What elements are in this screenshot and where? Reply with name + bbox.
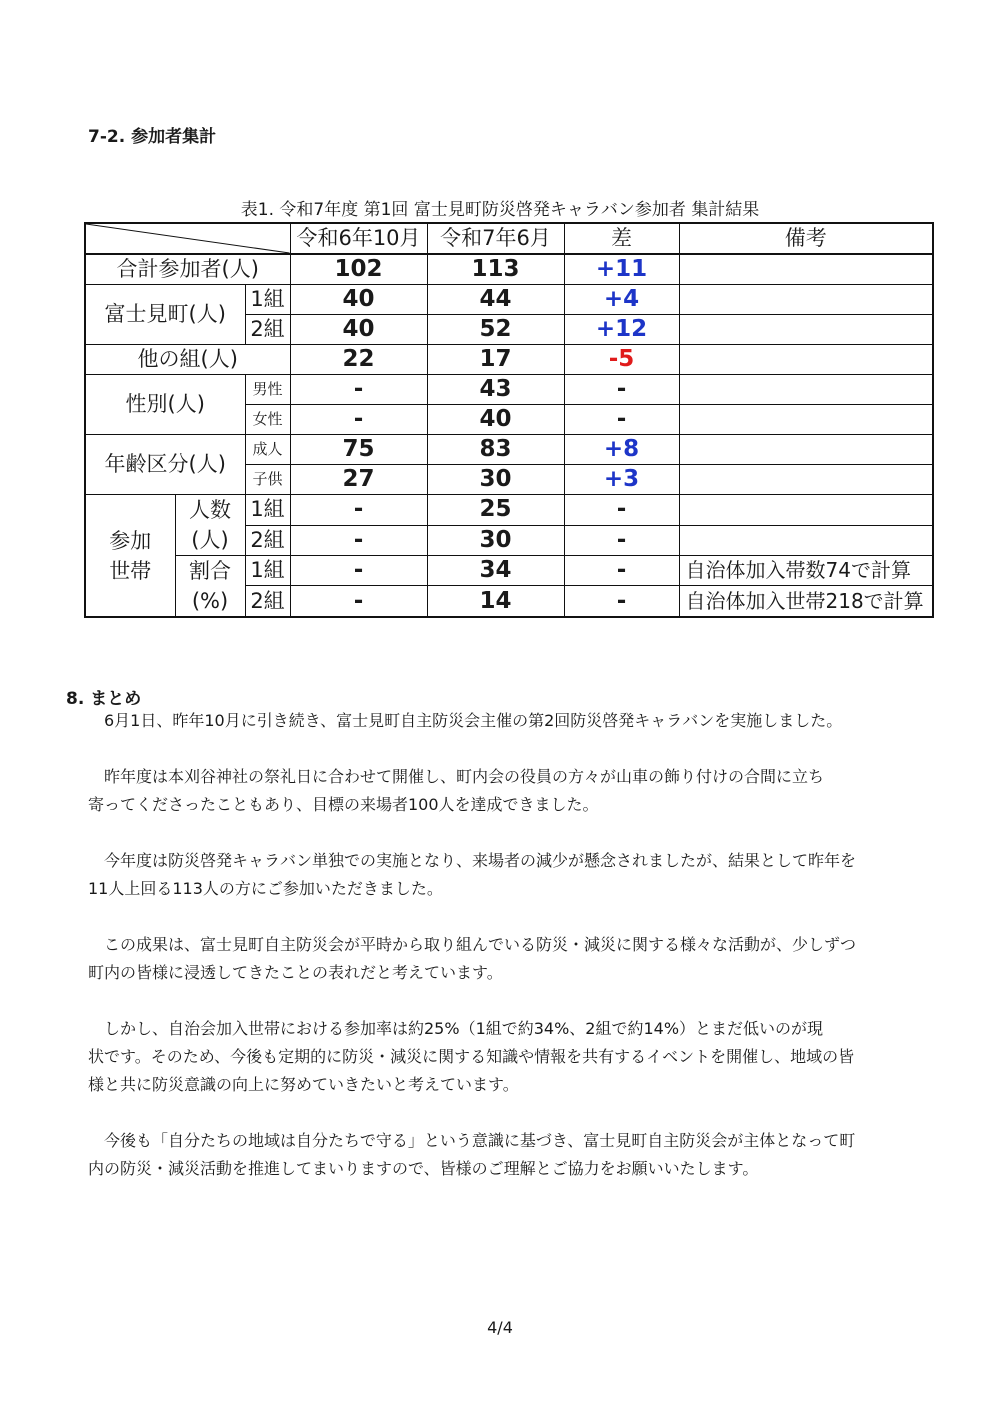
cell-diff: - xyxy=(564,405,679,435)
cell-note xyxy=(679,525,933,556)
table-row-age-adult xyxy=(85,435,933,465)
cell-note xyxy=(679,465,933,495)
row-sublabel: 女性 xyxy=(245,405,290,435)
row-sublabel: 2組 xyxy=(245,315,290,345)
cell-r7: 43 xyxy=(427,375,564,405)
cell-note xyxy=(679,495,933,526)
summary-body xyxy=(88,707,928,1211)
row-sublabel: 2組 xyxy=(245,525,290,556)
row-label: 性別(人) xyxy=(85,375,245,435)
section-7-2-heading: 7-2. 参加者集計 xyxy=(88,127,217,147)
p5-line3: 様と共に防災意識の向上に努めていきたいと考えています。 xyxy=(88,1075,519,1094)
cell-r6: 27 xyxy=(290,465,427,495)
summary-paragraph-5 xyxy=(88,1015,928,1099)
cell-r7: 44 xyxy=(427,285,564,315)
cell-r6: 40 xyxy=(290,315,427,345)
cell-r7: 30 xyxy=(427,525,564,556)
cell-note xyxy=(679,375,933,405)
cell-note xyxy=(679,345,933,375)
ratio-label-line2: (%) xyxy=(191,589,229,613)
cell-r6: 75 xyxy=(290,435,427,465)
table-header-row xyxy=(85,223,933,254)
cell-diff: - xyxy=(564,556,679,586)
cell-r6: - xyxy=(290,556,427,586)
p4-line2: 町内の皆様に浸透してきたことの表れだと考えています。 xyxy=(88,963,503,982)
diagonal-line xyxy=(86,224,290,253)
ratio-label-line1: 割合 xyxy=(189,559,231,583)
cell-r7: 30 xyxy=(427,465,564,495)
corner-cell xyxy=(85,223,290,254)
participants-table xyxy=(84,222,934,618)
cell-diff: +11 xyxy=(564,254,679,285)
cell-diff: - xyxy=(564,495,679,526)
p5-line2: 状です。そのため、今後も定期的に防災・減災に関する知識や情報を共有するイベントを開催し、地域の皆 xyxy=(88,1047,855,1066)
p3-line1: 今年度は防災啓発キャラバン単独での実施となり、来場者の減少が懸念されましたが、結果として昨年を xyxy=(104,851,857,870)
summary-paragraph-6 xyxy=(88,1127,928,1183)
cell-r6: 102 xyxy=(290,254,427,285)
cell-diff: - xyxy=(564,375,679,405)
cell-note xyxy=(679,405,933,435)
cell-r7: 52 xyxy=(427,315,564,345)
cell-note: 自治体加入世帯218で計算 xyxy=(679,586,933,617)
table-row-fujimi-1 xyxy=(85,285,933,315)
household-label xyxy=(85,495,175,618)
table-row-gender-male xyxy=(85,375,933,405)
row-label: 富士見町(人) xyxy=(85,285,245,345)
p6-line2: 内の防災・減災活動を推進してまいりますので、皆様のご理解とご協力をお願いいたします。 xyxy=(88,1159,759,1178)
cell-diff: - xyxy=(564,586,679,617)
cell-note: 自治体加入帯数74で計算 xyxy=(679,556,933,586)
p4-line1: この成果は、富士見町自主防災会が平時から取り組んでいる防災・減災に関する様々な活動が、少しずつ xyxy=(104,935,857,954)
header-r6: 令和6年10月 xyxy=(290,223,427,254)
cell-note xyxy=(679,285,933,315)
p2-line2: 寄ってくださったこともあり、目標の来場者100人を達成できました。 xyxy=(88,795,599,814)
cell-r7: 25 xyxy=(427,495,564,526)
count-label-line2: (人) xyxy=(191,528,229,552)
row-label: 合計参加者(人) xyxy=(85,254,290,285)
row-sublabel: 男性 xyxy=(245,375,290,405)
cell-diff: +8 xyxy=(564,435,679,465)
cell-r7: 113 xyxy=(427,254,564,285)
cell-r7: 17 xyxy=(427,345,564,375)
row-sublabel: 1組 xyxy=(245,285,290,315)
cell-diff: -5 xyxy=(564,345,679,375)
cell-diff: +12 xyxy=(564,315,679,345)
table-row-other xyxy=(85,345,933,375)
household-label-line1: 参加 xyxy=(109,528,152,553)
cell-note xyxy=(679,435,933,465)
p2-line1: 昨年度は本刈谷神社の祭礼日に合わせて開催し、町内会の役員の方々が山車の飾り付けの合間に立ち xyxy=(104,767,825,786)
header-diff: 差 xyxy=(564,223,679,254)
cell-note xyxy=(679,254,933,285)
cell-r7: 40 xyxy=(427,405,564,435)
count-label-line1: 人数 xyxy=(189,498,231,522)
cell-diff: - xyxy=(564,525,679,556)
summary-paragraph-1 xyxy=(88,707,928,735)
cell-r6: - xyxy=(290,525,427,556)
row-label: 年齢区分(人) xyxy=(85,435,245,495)
cell-r6: - xyxy=(290,495,427,526)
cell-note xyxy=(679,315,933,345)
cell-r6: 40 xyxy=(290,285,427,315)
header-note: 備考 xyxy=(679,223,933,254)
summary-paragraph-2 xyxy=(88,763,928,819)
row-sublabel: 子供 xyxy=(245,465,290,495)
p3-line2: 11人上回る113人の方にご参加いただきました。 xyxy=(88,879,443,898)
cell-r6: 22 xyxy=(290,345,427,375)
section-8-heading: 8. まとめ xyxy=(66,689,142,709)
p5-line1: しかし、自治会加入世帯における参加率は約25%（1組で約34%、2組で約14%）とまだ低いのが現 xyxy=(104,1019,824,1038)
household-label-line2: 世帯 xyxy=(109,558,152,583)
p6-line1: 今後も「自分たちの地域は自分たちで守る」という意識に基づき、富士見町自主防災会が主体となって町 xyxy=(104,1131,856,1150)
table-row-household-ratio-1 xyxy=(85,556,933,586)
summary-paragraph-4 xyxy=(88,931,928,987)
table-row-household-count-1 xyxy=(85,495,933,526)
cell-r7: 34 xyxy=(427,556,564,586)
cell-r6: - xyxy=(290,375,427,405)
row-sublabel: 成人 xyxy=(245,435,290,465)
p1-text: 6月1日、昨年10月に引き続き、富士見町自主防災会主催の第2回防災啓発キャラバンを実施しました。 xyxy=(104,711,843,730)
cell-r7: 83 xyxy=(427,435,564,465)
cell-diff: +3 xyxy=(564,465,679,495)
ratio-label xyxy=(175,556,245,618)
row-sublabel: 1組 xyxy=(245,556,290,586)
count-label xyxy=(175,495,245,556)
cell-r6: - xyxy=(290,405,427,435)
table-caption: 表1. 令和7年度 第1回 富士見町防災啓発キャラバン参加者 集計結果 xyxy=(240,200,760,220)
cell-r7: 14 xyxy=(427,586,564,617)
row-sublabel: 1組 xyxy=(245,495,290,526)
row-label: 他の組(人) xyxy=(85,345,290,375)
summary-paragraph-3 xyxy=(88,847,928,903)
header-r7: 令和7年6月 xyxy=(427,223,564,254)
cell-diff: +4 xyxy=(564,285,679,315)
page-number: 4/4 xyxy=(487,1318,513,1337)
row-sublabel: 2組 xyxy=(245,586,290,617)
cell-r6: - xyxy=(290,586,427,617)
table-row-total xyxy=(85,254,933,285)
